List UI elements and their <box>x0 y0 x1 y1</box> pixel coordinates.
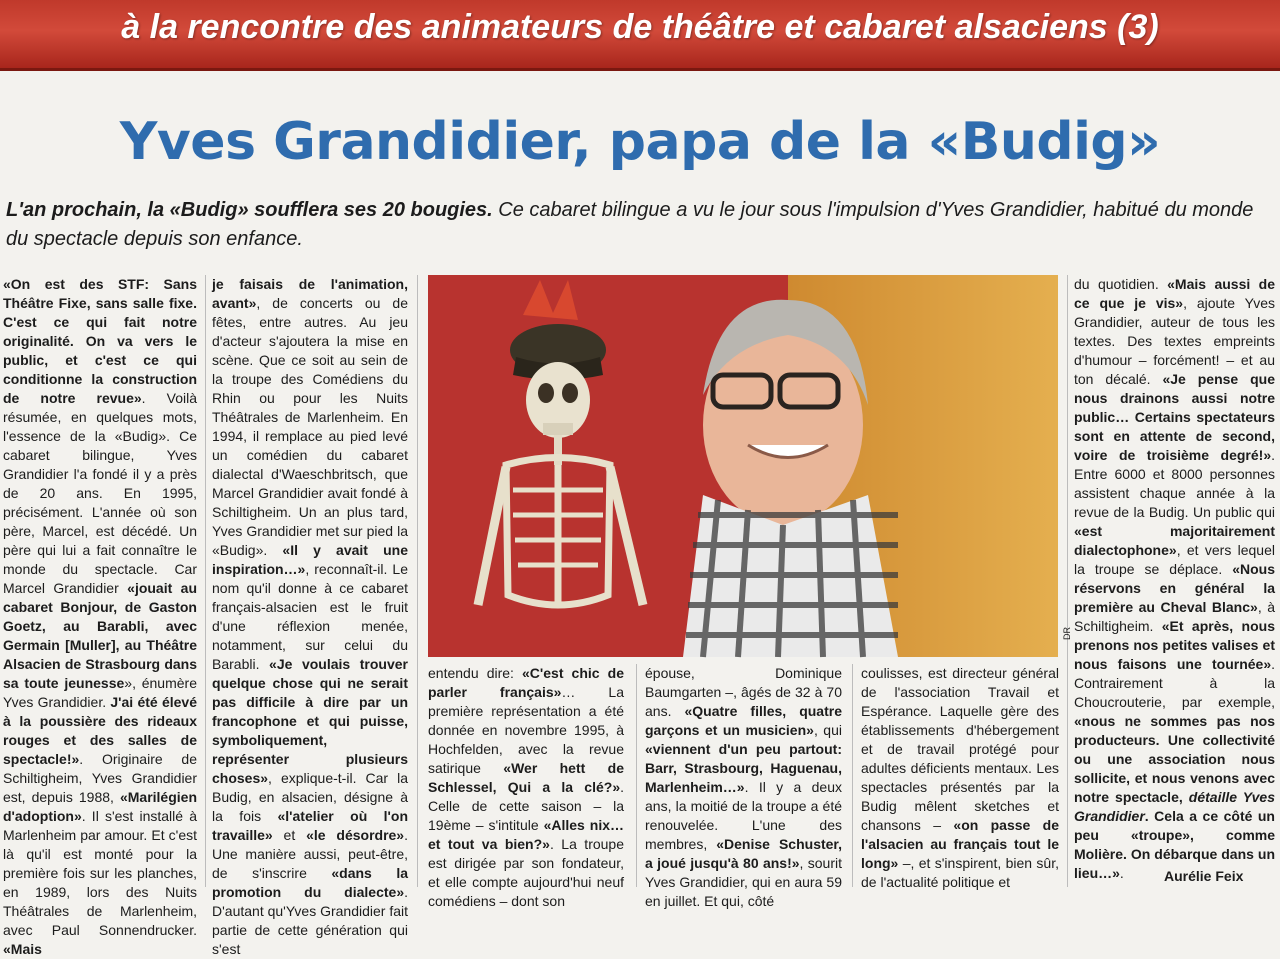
column-divider <box>417 275 418 887</box>
article-text-segment: je faisais de l'animation, avant» <box>212 276 408 311</box>
article-column-3 <box>428 664 625 909</box>
lead-text: Ce cabaret bilingue a vu le jour sous l'impulsion d'Yves Grandidier, habitué du monde du spectacle depuis son enfance. <box>6 199 1254 250</box>
article-text-segment: , ajoute Yves Grandidier, auteur de tous les textes. Des textes empreints d'humour – forcément! – et au ton décalé. <box>1074 295 1275 387</box>
article-text-segment: «On est des STF: Sans Théâtre Fixe, sans salle fixe. C'est ce qui fait notre originalité. On va vers le public, et c'est ce qui conditionne la construction de notre revue» <box>3 276 197 406</box>
article-text-segment: «Wer hett de Schlessel, Qui a la clé?» <box>428 760 624 795</box>
article-text-segment: . Originaire de Schiltigheim, Yves Grandidier est, depuis 1988, <box>3 751 197 805</box>
article-text-segment: «le désordre» <box>306 827 405 843</box>
article-text-segment: «Mais aussi de ce que je vis» <box>1074 276 1275 311</box>
article-text-segment: «Alles nix… et tout va bien?» <box>428 817 624 852</box>
article-text-segment: , et vers lequel la troupe se déplace. <box>1074 542 1275 577</box>
author-signature: Aurélie Feix <box>1160 868 1243 884</box>
article-text-segment: . La troupe est dirigée par son fondateur, et elle compte aujourd'hui neuf comédiens – dont son <box>428 836 625 909</box>
article-text-segment: détaille Yves Grandidier <box>1074 789 1275 824</box>
article-column-5 <box>861 664 1059 890</box>
article-column-6 <box>1074 275 1275 890</box>
photo-illustration <box>428 275 1058 657</box>
article-text-segment: «viennent d'un peu partout: Barr, Strasbourg, Haguenau, Marlenheim…» <box>645 741 842 795</box>
article-text-segment: », énumère Yves Grandidier. <box>3 675 197 710</box>
article-text-segment: , reconnaît-il. Le nom qu'il donne à ce cabaret français-alsacien est le fruit d'une réflexion menée, notamment, sur celui du Barabli. <box>212 561 408 672</box>
article-text-segment: «Je voulais trouver quelque chose qui ne serait pas difficile à dire par un francophone et qui puisse, symboliquement, représenter plusieurs choses» <box>212 656 408 786</box>
article-text-segment: «Nous réservons en général la première au Cheval Blanc» <box>1074 561 1275 615</box>
column-divider <box>636 664 637 887</box>
article-text-segment: «Et après, nous prenons nos petites valises et nous faisons une tournée» <box>1074 618 1275 672</box>
article-text-segment: . Celle de cette saison – la 19ème – s'intitule <box>428 779 624 833</box>
article-text-segment: . <box>1119 865 1124 881</box>
article-text-segment: et <box>272 827 307 843</box>
article-text-segment: entendu dire: <box>428 665 523 681</box>
article-text-segment: «est majoritairement dialectophone» <box>1074 523 1275 558</box>
article-text-segment: «dans la promotion du dialecte» <box>212 865 408 900</box>
article-text-segment: . Il y a deux ans, la moitié de la troupe a été renouvelée. L'une des membres, <box>645 779 842 852</box>
article-text-segment: . Une manière aussi, peut-être, de s'inscrire <box>212 827 408 881</box>
article-text-segment: «Je pense que nous drainons aussi notre public… Certains spectateurs sont en attente de second, voire de troisième degré!» <box>1074 371 1275 463</box>
article-text-segment: «l'atelier où l'on travaille» <box>212 808 408 843</box>
article-text-segment: «Marilégien d'adoption» <box>3 789 197 824</box>
article-text-segment: «on passe de l'alsacien au français tout le long» <box>861 817 1060 871</box>
article-text-segment: –, et s'inspirent, bien sûr, de l'actualité politique et <box>861 855 1059 890</box>
article-text-segment: … La première représentation a été donnée en novembre 1995, à Hochfelden, avec la revue satirique <box>428 684 624 776</box>
article-text-segment: coulisses, est directeur général de l'association Travail et Espérance. Laquelle gère des établissements d'hébergement et de travail protégé pour adultes déficients mentaux. Les spectacles présentés par la Budig mêlent sketches et chansons – <box>861 665 1059 833</box>
section-banner-title: à la rencontre des animateurs de théâtre et cabaret alsaciens (3) <box>121 8 1159 46</box>
article-text-segment: , sourit Yves Grandidier, qui en aura 59 en juillet. Et qui, côté <box>645 855 842 909</box>
article-text-segment: . Contrairement à la Choucrouterie, par exemple, <box>1074 656 1275 710</box>
article-text-segment: «jouait au cabaret Bonjour, de Gaston Goetz, au Barabli, avec Germain [Muller], au Théâtre Alsacien de Strasbourg dans sa toute jeunesse <box>3 580 197 691</box>
column-divider <box>205 275 206 887</box>
article-text-segment: , explique-t-il. Car la Budig, en alsacien, désigne à la fois <box>212 770 408 824</box>
article-text-segment: . D'autant qu'Yves Grandidier fait partie de cette génération qui s'est <box>212 884 409 957</box>
article-text-segment: . Il s'est installé à Marlenheim par amour. Et c'est là qu'il est monté pour la première fois sur les planches, en 1989, lors des Nuits Théâtrales de Marlenheim, avec Paul Sonnendrucker. <box>3 808 197 938</box>
article-text-segment: , de concerts ou de fêtes, entre autres. Au jeu d'acteur s'ajoutera la mise en scène. Que ce soit au sein de la troupe des Comédiens du Rhin ou pour les Nuits Théâtrales de Marlenheim. En 1994, il remplace au pied levé un comédien du cabaret dialectal d'Waeschbritsch, que Marcel Grandidier avait fondé à Schiltigheim. Un an plus tard, Yves Grandidier met sur pied la «Budig». <box>212 295 408 558</box>
article-text-segment: «Denise Schuster, a joué jusqu'à 80 ans!» <box>645 836 842 871</box>
photo-credit: DR <box>1062 627 1072 640</box>
article-column-2 <box>212 275 409 957</box>
article-text-segment: . Entre 6000 et 8000 personnes assistent chaque année à la revue de la Budig. Un public qui <box>1074 447 1275 520</box>
column-divider <box>852 664 853 887</box>
article-column-4 <box>645 664 842 909</box>
article-photo <box>428 275 1058 657</box>
article-text-segment: . Voilà résumée, en quelques mots, l'essence de la «Budig». Ce cabaret bilingue, Yves Grandidier l'a fondé il y a près de 20 ans. En 1995, précisément. L'année où son père, Marcel, est décédé. Un père qui lui a fait connaître le monde du spectacle. Car Marcel Grandidier <box>3 390 198 596</box>
lead-bold: L'an prochain, la «Budig» soufflera ses 20 bougies. <box>6 199 493 221</box>
headline: Yves Grandidier, papa de la «Budig» <box>119 112 1161 172</box>
article-text-segment: «Il y avait une inspiration…» <box>212 542 408 577</box>
article-text-segment: . Cela a ce côté un peu «troupe», comme Molière. On débarque dans un lieu…» <box>1074 808 1275 881</box>
column-divider <box>1067 275 1068 887</box>
article-text-segment: , à Schiltigheim. <box>1074 599 1275 634</box>
article-text-segment: «Mais <box>3 941 42 957</box>
article-text-segment: du quotidien. <box>1074 276 1168 292</box>
article-text-segment: , qui <box>813 722 842 738</box>
lead-paragraph <box>6 196 1274 254</box>
article-text-segment: «C'est chic de parler français» <box>428 665 624 700</box>
article-text-segment: «nous ne sommes pas nos producteurs. Une collectivité ou une association nous sollicite, et nous venons avec notre spectacle, <box>1074 713 1275 805</box>
article-text-segment: épouse, Dominique Baumgarten –, âgés de 32 à 70 ans. <box>645 665 842 719</box>
article-text-segment: «Quatre filles, quatre garçons et un musicien» <box>645 703 842 738</box>
article-column-1 <box>3 275 198 957</box>
article-text-segment: J'ai été élevé à la poussière des rideaux rouges et des salles de spectacle!» <box>3 694 197 767</box>
section-banner <box>0 0 1280 71</box>
